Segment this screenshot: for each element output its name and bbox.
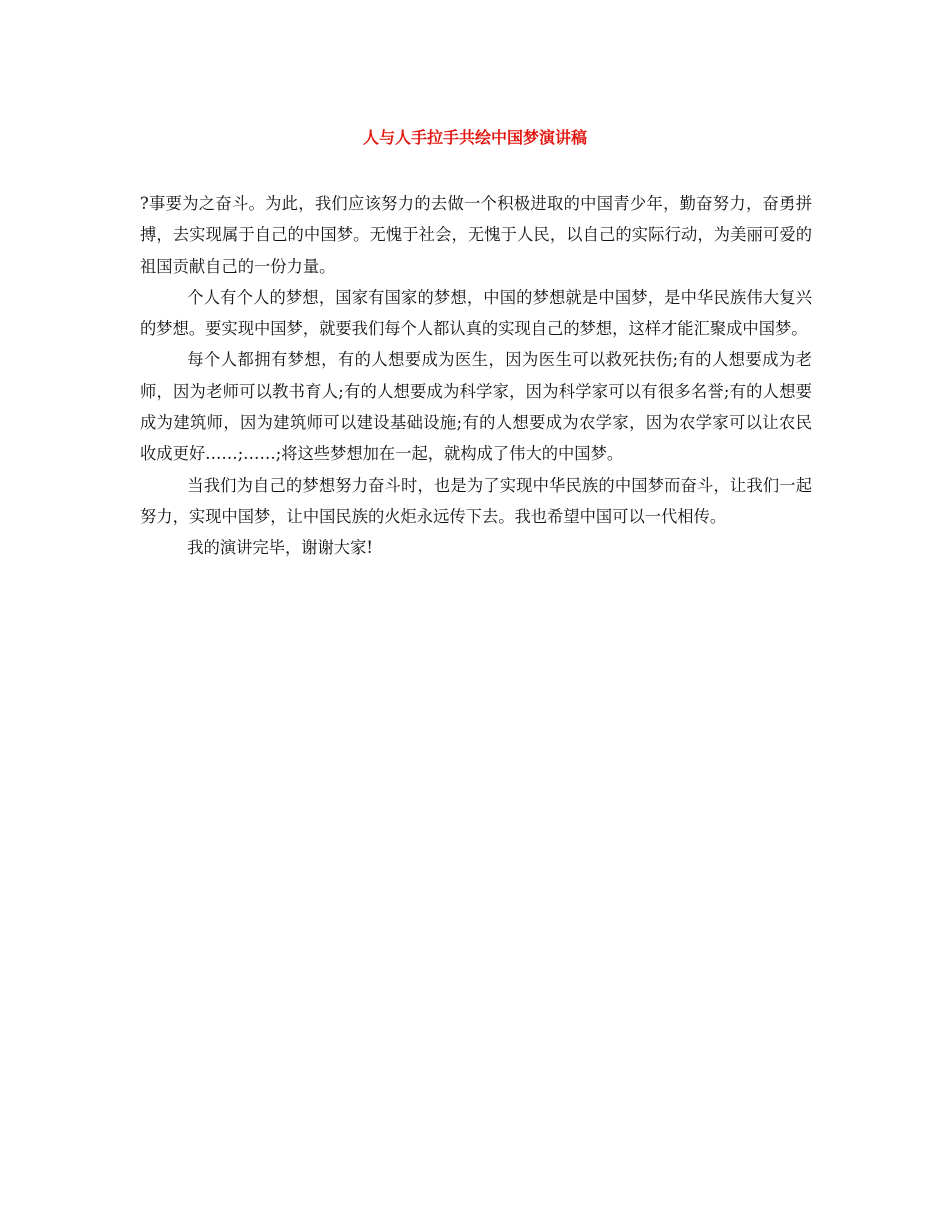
paragraph-4: 当我们为自己的梦想努力奋斗时，也是为了实现中华民族的中国梦而奋斗，让我们一起努力，实现中国梦，让中国民族的火炬永远传下去。我也希望中国可以一代相传。: [140, 475, 812, 526]
paragraph-3: 每个人都拥有梦想，有的人想要成为医生，因为医生可以救死扶伤;有的人想要成为老师，因为老师可以教书育人;有的人想要成为科学家，因为科学家可以有很多名誉;有的人想要成为建筑师，因为建筑师可以建设基础设施;有的人想要成为农学家，因为农学家可以让农民收成更好……;……;将这些梦想加在一起，就构成了伟大的中国梦。: [140, 350, 812, 464]
paragraph-1: ?事要为之奋斗。为此，我们应该努力的去做一个积极进取的中国青少年，勤奋努力，奋勇拼搏，去实现属于自己的中国梦。无愧于社会，无愧于人民，以自己的实际行动，为美丽可爱的祖国贡献自己的一份力量。: [140, 194, 812, 276]
paragraph-5: 我的演讲完毕，谢谢大家!: [187, 538, 373, 558]
document-body: [140, 188, 812, 564]
paragraph-2: 个人有个人的梦想，国家有国家的梦想，中国的梦想就是中国梦，是中华民族伟大复兴的梦想。要实现中国梦，就要我们每个人都认真的实现自己的梦想，这样才能汇聚成中国梦。: [140, 287, 812, 339]
document-title: 人与人手拉手共绘中国梦演讲稿: [362, 128, 587, 147]
